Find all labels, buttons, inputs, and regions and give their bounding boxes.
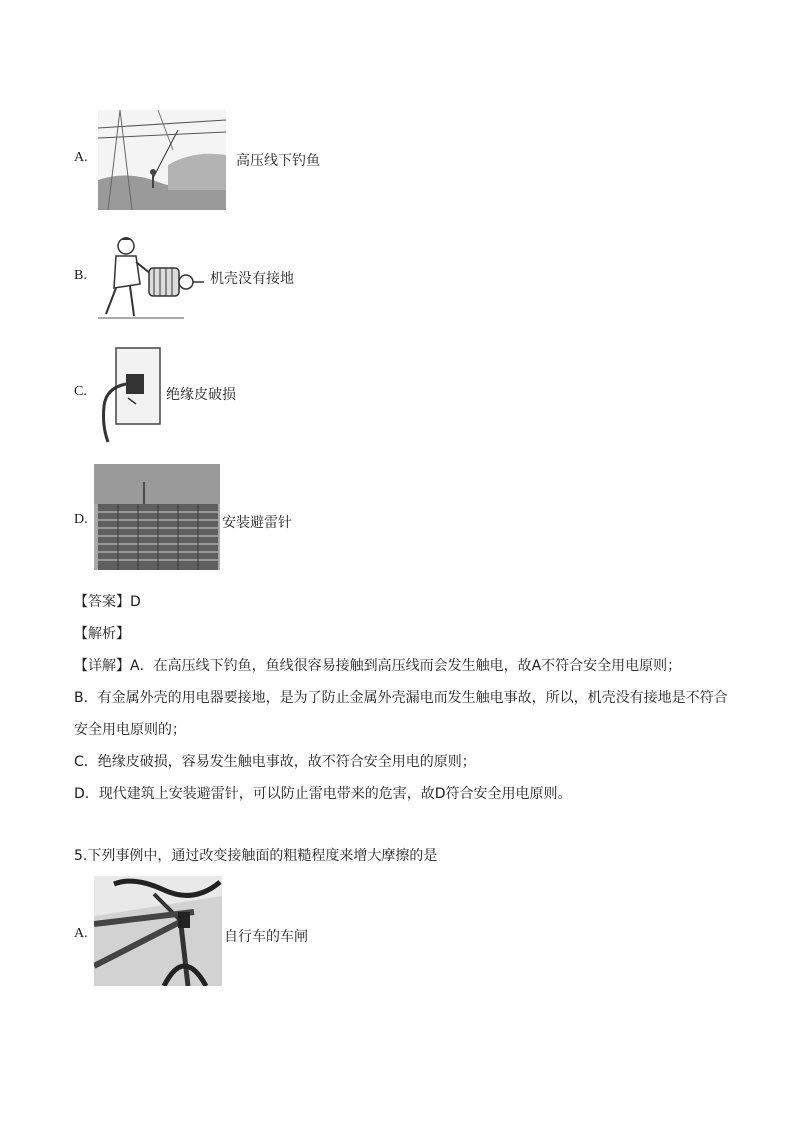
explanation-line-1: 【详解】A．在高压线下钓鱼，鱼线很容易接触到高压线而会发生触电，故A不符合安全用电原则； bbox=[74, 658, 682, 674]
explanation-line-4: C．绝缘皮破损，容易发生触电事故，故不符合安全用电的原则； bbox=[74, 754, 476, 770]
option-c-text: 绝缘皮破损 bbox=[166, 387, 236, 403]
answer-value: D bbox=[130, 594, 141, 610]
motor-no-grounding-image bbox=[94, 232, 206, 322]
option-b-text: 机壳没有接地 bbox=[210, 271, 294, 287]
damaged-insulation-plug-image bbox=[96, 346, 162, 444]
bicycle-brake-image bbox=[94, 876, 222, 986]
fishing-under-power-line-image bbox=[98, 110, 226, 210]
question-5-stem: 5.下列事例中，通过改变接触面的粗糙程度来增大摩擦的是 bbox=[74, 848, 438, 864]
option-b-letter: B. bbox=[74, 268, 87, 283]
explanation-line-5: D．现代建筑上安装避雷针，可以防止雷电带来的危害，故D符合安全用电原则。 bbox=[74, 786, 572, 802]
lightning-rod-building-image bbox=[94, 464, 220, 570]
option-a-text: 高压线下钓鱼 bbox=[236, 153, 320, 169]
answer-line bbox=[74, 591, 141, 611]
option-d-text: 安装避雷针 bbox=[222, 515, 292, 531]
option-d-letter: D. bbox=[74, 512, 88, 527]
q5-option-a-letter: A. bbox=[74, 926, 88, 941]
explanation-line-3: 安全用电原则的； bbox=[74, 722, 186, 738]
answer-label: 【答案】 bbox=[74, 594, 130, 610]
analysis-label: 【解析】 bbox=[74, 626, 130, 642]
q5-option-a-text: 自行车的车闸 bbox=[224, 929, 308, 945]
option-a-letter: A. bbox=[74, 150, 88, 165]
explanation-line-2: B．有金属外壳的用电器要接地，是为了防止金属外壳漏电而发生触电事故，所以，机壳没有接地是不符合 bbox=[74, 690, 728, 706]
option-c-letter: C. bbox=[74, 384, 87, 399]
